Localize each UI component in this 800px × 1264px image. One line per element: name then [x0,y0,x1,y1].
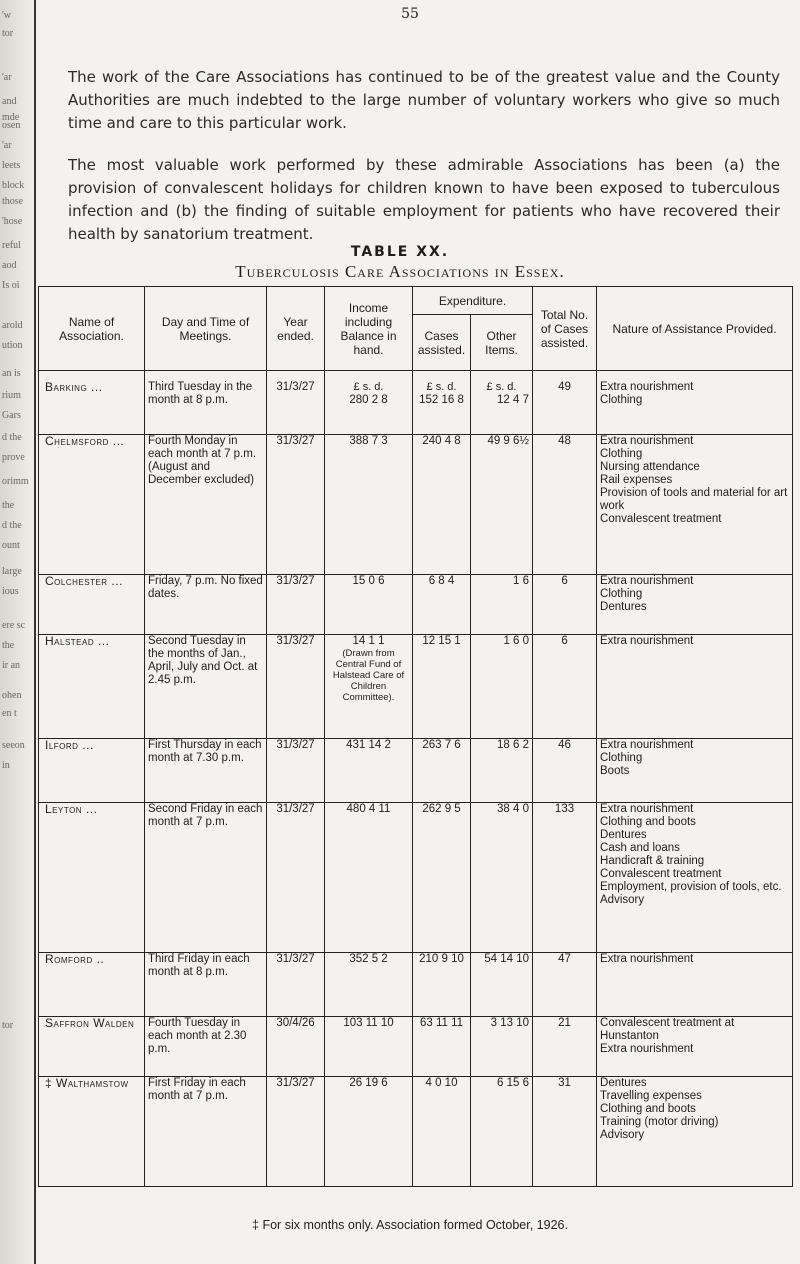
total-cases: 6 [561,575,568,587]
page-number: 55 [401,6,419,22]
cell-cases [413,953,471,1017]
margin-bleed-fragment: tor [2,1020,14,1031]
income-value: 388 7 3 [349,435,388,447]
income-value: 14 1 1 [352,635,385,647]
leader-dots: .. [96,952,105,966]
year-ended: 30/4/26 [276,1017,315,1029]
cell-other [471,371,533,435]
leader-dots: ... [112,434,125,448]
table-row [39,1017,793,1077]
cell-name [39,575,145,635]
cell-nature [597,1077,793,1187]
nature-of-assistance: Extra nourishment Clothing and boots Dentures Cash and loans Handicraft & training Convalescent treatment Employment, provision of tools, etc. Advisory [600,803,782,906]
year-ended: 31/3/27 [276,1077,315,1089]
margin-bleed-fragment: leets [2,160,21,171]
association-name: Colchester [45,574,108,588]
cell-nature [597,435,793,575]
cell-year [267,435,325,575]
income-value: 26 19 6 [349,1077,388,1089]
income-value: 431 14 2 [346,739,391,751]
cell-name [39,1077,145,1187]
margin-bleed-fragment: mde [2,112,20,123]
meeting-time: Second Tuesday in the months of Jan., April, July and Oct. at 2.45 p.m. [148,635,258,686]
total-cases: 133 [554,803,575,815]
cell-name [39,1017,145,1077]
leader-dots: ... [97,634,110,648]
cell-year [267,575,325,635]
header-cases-assisted: Cases assisted. [413,315,471,371]
cell-cases [413,635,471,739]
meeting-time: Fourth Monday in each month at 7 p.m. (August and December excluded) [148,435,257,486]
table-row [39,575,793,635]
margin-bleed-fragment: aod [2,260,17,271]
margin-bleed-fragment: large [2,566,22,577]
nature-of-assistance: Extra nourishment Clothing Dentures [600,575,694,613]
meeting-time: Second Friday in each month at 7 p.m. [148,803,263,828]
cell-other [471,575,533,635]
cell-cases [413,575,471,635]
currency-units: £ s. d. [426,381,457,393]
table-row [39,803,793,953]
other-expenditure: 1 6 [513,575,530,587]
cell-day [145,575,267,635]
cell-other [471,953,533,1017]
margin-bleed-fragment: ohen [2,690,22,701]
table-number: TABLE XX. [350,244,450,260]
cell-income [325,371,413,435]
table-row [39,953,793,1017]
cell-income [325,1017,413,1077]
leader-dots: ... [85,802,98,816]
cell-name [39,635,145,739]
cell-day [145,739,267,803]
second-paragraph: The most valuable work performed by these admirable Associations has been (a) the provision of convalescent holidays for children known to have been exposed to tuberculous infection and (b) the finding of suitable employment for patients who have recovered their health by sanatorium treatment. [68,156,780,243]
cell-year [267,739,325,803]
cases-expenditure: 240 4 8 [422,435,461,447]
total-cases: 6 [561,635,568,647]
cases-expenditure: 210 9 10 [419,953,464,965]
meeting-time: First Thursday in each month at 7.30 p.m. [148,739,262,764]
table-row [39,739,793,803]
nature-of-assistance: Extra nourishment Clothing [600,381,694,406]
cell-total [533,1017,597,1077]
cell-total [533,1077,597,1187]
cell-other [471,635,533,739]
cases-expenditure: 262 9 5 [422,803,461,815]
association-name: Ilford [45,738,79,752]
cell-income [325,635,413,739]
margin-bleed-fragment: and [2,96,17,107]
other-expenditure: 49 9 6½ [487,435,530,447]
cell-total [533,435,597,575]
header-other-items: Other Items. [471,315,533,371]
cell-year [267,1017,325,1077]
association-name: Chelmsford [45,434,109,448]
cases-expenditure: 63 11 11 [419,1017,464,1029]
cases-expenditure: 263 7 6 [422,739,461,751]
cell-income [325,739,413,803]
cell-day [145,803,267,953]
cases-expenditure: 6 8 4 [428,575,455,587]
association-name: Barking [45,380,88,394]
leader-dots: ... [111,574,123,588]
other-expenditure: 12 4 7 [497,394,530,406]
cell-other [471,739,533,803]
margin-bleed-fragment: 'ar [2,140,12,151]
cell-income [325,803,413,953]
cell-nature [597,739,793,803]
income-value: 480 4 11 [346,803,391,815]
header-expenditure: Expenditure. [413,287,533,315]
cell-year [267,803,325,953]
cell-name [39,371,145,435]
cell-name [39,435,145,575]
year-ended: 31/3/27 [276,803,315,815]
other-expenditure: 3 13 10 [490,1017,530,1029]
year-ended: 31/3/27 [276,381,315,393]
meeting-time: Third Friday in each month at 8 p.m. [148,953,250,978]
association-name: Romford [45,952,93,966]
cell-day [145,371,267,435]
intro-paragraph: The work of the Care Associations has continued to be of the greatest value and the County Authorities are much indebted to the large number of voluntary workers who give so much time and care to this particular work. [68,68,780,132]
cell-income [325,435,413,575]
table-title: Tuberculosis Care Associations in Essex. [235,262,565,281]
margin-bleed-fragment: block [2,180,25,191]
nature-of-assistance: Extra nourishment [600,635,694,647]
cell-total [533,803,597,953]
total-cases: 31 [558,1077,571,1089]
margin-bleed-fragment: the [2,640,15,651]
table-row [39,635,793,739]
margin-bleed-fragment: in [2,760,10,771]
meeting-time: First Friday in each month at 7 p.m. [148,1077,246,1102]
other-expenditure: 1 6 0 [503,635,530,647]
cell-year [267,371,325,435]
margin-bleed-fragment: d the [2,432,22,443]
cell-day [145,1017,267,1077]
header-name: Name of Association. [39,287,145,371]
margin-bleed-fragment: arold [2,320,23,331]
margin-bleed-fragment: the [2,500,15,511]
margin-bleed-fragment: Gars [2,410,21,421]
cell-total [533,575,597,635]
header-nature: Nature of Assistance Provided. [597,287,793,371]
header-income: Income including Balance in hand. [325,287,413,371]
cell-total [533,739,597,803]
income-note: (Drawn from Central Fund of Halstead Care of Children Committee). [332,648,405,703]
leader-dots: ... [91,380,103,394]
cases-expenditure: 152 16 8 [419,394,464,406]
total-cases: 21 [558,1017,571,1029]
currency-units: £ s. d. [353,381,384,393]
margin-bleed-fragment: tor [2,28,14,39]
nature-of-assistance: Extra nourishment Clothing Boots [600,739,694,777]
cell-cases [413,1077,471,1187]
meeting-time: Friday, 7 p.m. No fixed dates. [148,575,263,600]
cell-nature [597,371,793,435]
margin-bleed-fragment: reful [2,240,21,251]
cell-day [145,1077,267,1187]
header-year: Year ended. [267,287,325,371]
other-expenditure: 54 14 10 [484,953,530,965]
cases-expenditure: 4 0 10 [425,1077,458,1089]
cell-day [145,635,267,739]
association-name: ‡ Walthamstow [45,1076,129,1090]
cell-cases [413,435,471,575]
year-ended: 31/3/27 [276,575,315,587]
binding-edge [34,0,36,1264]
association-name: Saffron Walden [45,1016,135,1030]
cell-name [39,953,145,1017]
other-expenditure: 18 6 2 [497,739,530,751]
margin-bleed-fragment: 'w [2,10,12,21]
margin-bleed-fragment: en t [2,708,17,719]
cell-nature [597,635,793,739]
leader-dots: ... [82,738,94,752]
nature-of-assistance: Convalescent treatment at Hunstanton Extra nourishment [600,1017,735,1055]
cell-other [471,435,533,575]
margin-bleed-fragment: d the [2,520,22,531]
nature-of-assistance: Dentures Travelling expenses Clothing and boots Training (motor driving) Advisory [600,1077,719,1141]
year-ended: 31/3/27 [276,739,315,751]
cell-other [471,1017,533,1077]
income-value: 352 5 2 [349,953,388,965]
cell-total [533,371,597,435]
cell-year [267,953,325,1017]
margin-bleed-fragment: seeon [2,740,25,751]
cell-other [471,803,533,953]
association-name: Halstead [45,634,95,648]
margin-bleed-fragment: ious [2,586,19,597]
cell-day [145,953,267,1017]
cell-year [267,1077,325,1187]
cell-nature [597,1017,793,1077]
cell-other [471,1077,533,1187]
cell-day [145,435,267,575]
income-value: 280 2 8 [349,394,388,406]
cell-name [39,803,145,953]
margin-bleed-fragment: 'hose [2,216,23,227]
cell-income [325,575,413,635]
cell-total [533,635,597,739]
total-cases: 47 [558,953,571,965]
margin-bleed-fragment: ir an [2,660,21,671]
other-expenditure: 38 4 0 [497,803,530,815]
year-ended: 31/3/27 [276,635,315,647]
margin-bleed-fragment: 'ar [2,72,12,83]
margin-bleed-fragment: ere sc [2,620,26,631]
year-ended: 31/3/27 [276,953,315,965]
margin-bleed-fragment: those [2,196,24,207]
cell-cases [413,739,471,803]
cell-income [325,953,413,1017]
margin-bleed-fragment: orimm [2,476,29,487]
nature-of-assistance: Extra nourishment Clothing Nursing attendance Rail expenses Provision of tools and material for art work Convalescent treatment [600,435,788,525]
margin-bleed-fragment: an is [2,368,21,379]
meeting-time: Fourth Tuesday in each month at 2.30 p.m. [148,1017,247,1055]
table-row [39,371,793,435]
cell-income [325,1077,413,1187]
total-cases: 46 [558,739,571,751]
table-row [39,1077,793,1187]
nature-of-assistance: Extra nourishment [600,953,694,965]
cell-cases [413,803,471,953]
cell-nature [597,953,793,1017]
cell-nature [597,803,793,953]
cell-cases [413,371,471,435]
currency-units: £ s. d. [486,381,517,393]
income-value: 15 0 6 [352,575,385,587]
cell-year [267,635,325,739]
margin-bleed-fragment: prove [2,452,25,463]
cell-nature [597,575,793,635]
margin-bleed-fragment: Is oi [2,280,20,291]
margin-bleed-fragment: rium [2,390,21,401]
meeting-time: Third Tuesday in the month at 8 p.m. [148,381,253,406]
total-cases: 49 [558,381,571,393]
header-total: Total No. of Cases assisted. [533,287,597,371]
margin-bleed-fragment: osen [2,120,21,131]
footnote: ‡ For six months only. Association formed October, 1926. [252,1218,568,1232]
year-ended: 31/3/27 [276,435,315,447]
cases-expenditure: 12 15 1 [422,635,461,647]
other-expenditure: 6 15 6 [497,1077,530,1089]
margin-bleed-fragment: ution [2,340,23,351]
cell-name [39,739,145,803]
table-row [39,435,793,575]
header-day: Day and Time of Meetings. [145,287,267,371]
total-cases: 48 [558,435,571,447]
cell-total [533,953,597,1017]
care-associations-table [38,286,793,1187]
association-name: Leyton [45,802,83,816]
income-value: 103 11 10 [343,1017,394,1029]
margin-bleed-fragment: ount [2,540,20,551]
cell-cases [413,1017,471,1077]
